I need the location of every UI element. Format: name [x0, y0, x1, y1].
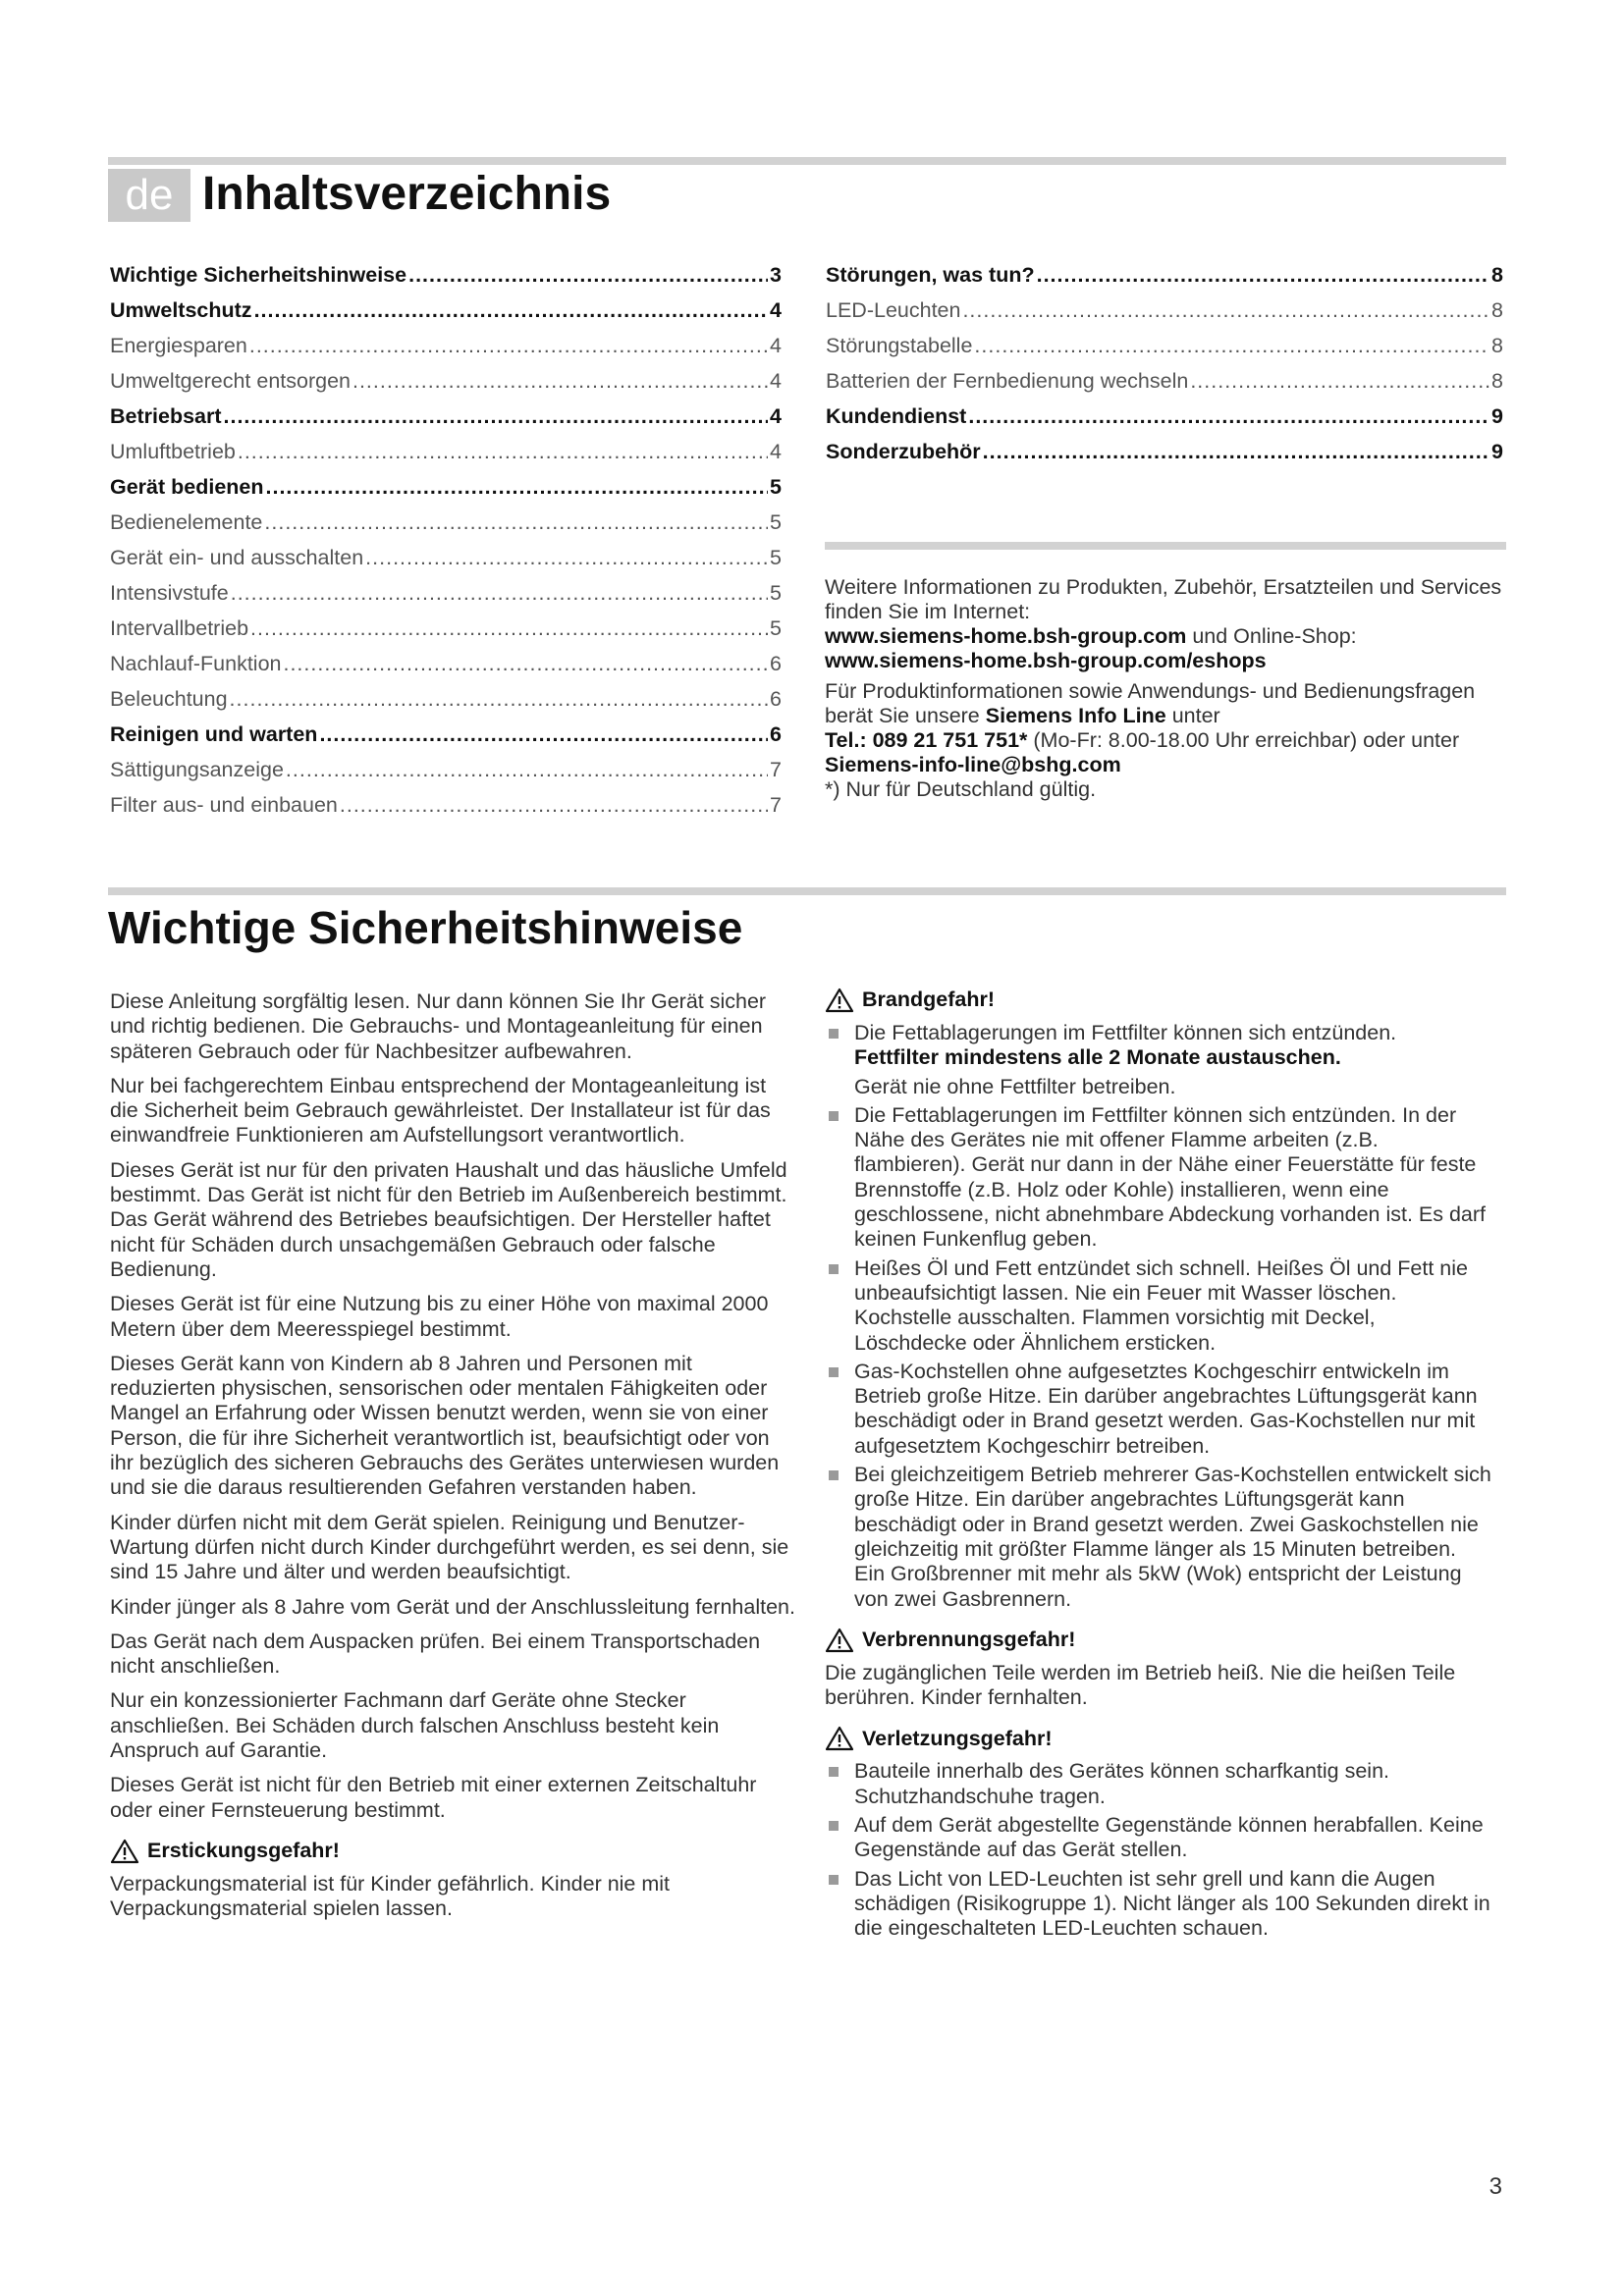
info-url1-after: und Online-Shop: — [1186, 624, 1357, 648]
toc-entry-page: 9 — [1491, 440, 1503, 463]
toc-entry-page: 4 — [770, 298, 782, 322]
burn-warning-heading — [825, 1626, 1492, 1655]
safety-paragraph: Diese Anleitung sorgfältig lesen. Nur dann können Sie Ihr Gerät sicher und richtig bedienen. Die Gebrauchs- und Montageanleitung für einen späteren Gebrauch oder für Nachbesitzer aufbewahren. — [110, 989, 767, 1063]
toc-entry-label: Intervallbetrieb — [110, 616, 249, 640]
fire-b1-after: Gerät nie ohne Fettfilter betreiben. — [854, 1074, 1176, 1098]
section-title: Wichtige Sicherheitshinweise — [108, 902, 743, 953]
toc-entry-label: Sonderzubehör — [826, 440, 981, 463]
bullet-square-icon — [829, 1875, 839, 1885]
toc-leader-dots — [1190, 363, 1489, 399]
toc-entry[interactable] — [110, 434, 782, 469]
safety-paragraph: Nur ein konzessionierter Fachmann darf Geräte ohne Stecker anschließen. Bei Schäden durch falschen Anschluss besteht kein Anspruch auf Garantie. — [110, 1688, 720, 1763]
toc-leader-dots — [408, 257, 768, 293]
fire-b1-bold: Fettfilter mindestens alle 2 Monate austauschen. — [854, 1045, 1341, 1070]
safety-right-column — [825, 986, 1492, 1946]
page-title: Inhaltsverzeichnis — [202, 168, 612, 220]
toc-entry[interactable] — [110, 257, 782, 293]
bullet-square-icon — [829, 1029, 839, 1039]
page-number: 3 — [1489, 2173, 1502, 2200]
injury-bullet-text: Das Licht von LED-Leuchten ist sehr grell und kann die Augen schädigen (Risikogruppe 1). Nicht länger als 100 Sekunden direkt in die eingeschalteten LED-Leuchten schauen. — [854, 1866, 1490, 1941]
fire-b1-text: Die Fettablagerungen im Fettfilter können sich entzünden. — [854, 1021, 1397, 1044]
fire-bullet — [825, 1463, 1492, 1612]
toc-entry-page: 3 — [770, 263, 782, 287]
toc-entry[interactable] — [110, 293, 782, 328]
safety-paragraph: Kinder jünger als 8 Jahre vom Gerät und der Anschlussleitung fernhalten. — [110, 1594, 795, 1619]
footnote: *) Nur für Deutschland gültig. — [825, 777, 1097, 801]
toc-entry-page: 5 — [770, 510, 782, 534]
toc-leader-dots — [968, 399, 1489, 434]
safety-paragraph: Dieses Gerät ist nicht für den Betrieb mit einer externen Zeitschaltuhr oder einer Fernsteuerung bestimmt. — [110, 1773, 757, 1822]
toc-leader-dots — [231, 575, 768, 611]
hotline-hours: (Mo-Fr: 8.00-18.00 Uhr erreichbar) oder unter — [1027, 728, 1460, 752]
toc-left-column — [110, 257, 782, 823]
fire-bullet — [825, 1103, 1492, 1253]
fire-bullet-text: Bei gleichzeitigem Betrieb mehrerer Gas-Kochstellen entwickelt sich große Hitze. Ein darüber angebrachtes Lüftungsgerät kann beschädigt oder in Brand gesetzt werden. Zwei Gaskochstellen nie gleichzeitig mit größter Flamme länger als 15 Minuten betreiben. Ein Großbrenner mit mehr als 5kW (Wok) entspricht der Leistung von zwei Gasbrennern. — [854, 1463, 1491, 1611]
toc-entry-page: 7 — [770, 793, 782, 817]
burn-title: Verbrennungsgefahr! — [862, 1628, 1076, 1652]
toc-entry[interactable] — [110, 469, 782, 505]
hotline-phone: Tel.: 089 21 751 751* — [825, 728, 1028, 752]
toc-entry-label: Reinigen und warten — [110, 722, 318, 746]
toc-entry[interactable] — [110, 611, 782, 646]
toc-entry-page: 8 — [1491, 369, 1503, 393]
toc-entry-label: Sättigungsanzeige — [110, 758, 284, 781]
toc-entry[interactable] — [110, 505, 782, 540]
safety-paragraph: Dieses Gerät ist nur für den privaten Haushalt und das häusliche Umfeld bestimmt. Das Gerät ist nicht für den Betrieb im Außenbereich bestimmt. Das Gerät während des Betriebes beaufsichtigen. Der Hersteller haftet nicht für Schäden durch unsachgemäßen Gebrauch oder falsche Bedienung. — [110, 1157, 787, 1281]
toc-entry-page: 5 — [770, 616, 782, 640]
bullet-square-icon — [829, 1821, 839, 1831]
bullet-square-icon — [829, 1367, 839, 1377]
fire-bullet-text: Gas-Kochstellen ohne aufgesetztes Kochgeschirr entwickeln im Betrieb große Hitze. Ein darüber angebrachtes Lüftungsgerät kann beschädigt oder in Brand gesetzt werden. Gas-Kochstellen nur mit aufgesetztem Kochgeschirr betreiben. — [854, 1359, 1478, 1458]
toc-entry[interactable] — [110, 363, 782, 399]
toc-entry-label: Umluftbetrieb — [110, 440, 236, 463]
toc-entry[interactable] — [110, 646, 782, 681]
toc-leader-dots — [266, 469, 769, 505]
toc-entry-label: Gerät bedienen — [110, 475, 264, 499]
fire-title: Brandgefahr! — [862, 988, 995, 1012]
bullet-square-icon — [829, 1111, 839, 1121]
toc-entry-page: 6 — [770, 722, 782, 746]
toc-entry-label: Nachlauf-Funktion — [110, 652, 282, 675]
toc-entry[interactable] — [826, 434, 1503, 469]
toc-right-column — [826, 257, 1503, 469]
toc-entry[interactable] — [826, 328, 1503, 363]
safety-paragraph: Nur bei fachgerechtem Einbau entsprechend der Montageanleitung ist die Sicherheit beim Gebrauch gewährleistet. Der Installateur ist für das einwandfreie Funktionieren am Aufstellungsort verantwortlich. — [110, 1073, 771, 1148]
toc-entry-page: 6 — [770, 652, 782, 675]
toc-entry-label: LED-Leuchten — [826, 298, 961, 322]
injury-warning-heading — [825, 1724, 1492, 1753]
toc-leader-dots — [983, 434, 1489, 469]
toc-leader-dots — [250, 611, 768, 646]
toc-entry[interactable] — [110, 540, 782, 575]
toc-entry[interactable] — [826, 363, 1503, 399]
toc-entry-label: Gerät ein- und ausschalten — [110, 546, 364, 569]
toc-leader-dots — [286, 752, 768, 787]
info-line2-post: unter — [1165, 704, 1220, 727]
toc-entry[interactable] — [110, 787, 782, 823]
website-link[interactable]: www.siemens-home.bsh-group.com — [825, 624, 1187, 648]
toc-entry[interactable] — [110, 717, 782, 752]
toc-entry[interactable] — [110, 399, 782, 434]
toc-entry-page: 4 — [770, 334, 782, 357]
toc-entry-label: Beleuchtung — [110, 687, 228, 711]
toc-entry-page: 8 — [1491, 263, 1503, 287]
warning-triangle-icon — [110, 1839, 139, 1864]
warning-triangle-icon — [825, 1628, 854, 1653]
toc-leader-dots — [249, 328, 768, 363]
info-block — [825, 575, 1502, 808]
injury-bullet — [825, 1867, 1492, 1942]
toc-entry-page: 5 — [770, 475, 782, 499]
bullet-square-icon — [829, 1767, 839, 1777]
toc-leader-dots — [230, 681, 768, 717]
burn-text: Die zugänglichen Teile werden im Betrieb heiß. Nie die heißen Teile berühren. Kinder fernhalten. — [825, 1660, 1456, 1710]
toc-leader-dots — [264, 505, 768, 540]
bullet-square-icon — [829, 1264, 839, 1274]
toc-entry-label: Energiesparen — [110, 334, 247, 357]
toc-entry-label: Umweltschutz — [110, 298, 252, 322]
section-rule — [108, 887, 1506, 895]
warning-triangle-icon — [825, 1726, 854, 1751]
toc-leader-dots — [962, 293, 1489, 328]
toc-entry-page: 4 — [770, 440, 782, 463]
safety-paragraph: Das Gerät nach dem Auspacken prüfen. Bei einem Transportschaden nicht anschließen. — [110, 1629, 761, 1679]
fire-bullet — [825, 1360, 1492, 1459]
suffocation-title: Erstickungsgefahr! — [147, 1839, 340, 1863]
fire-bullet-1 — [825, 1021, 1492, 1099]
toc-leader-dots — [352, 363, 768, 399]
toc-entry[interactable] — [826, 399, 1503, 434]
toc-entry-label: Batterien der Fernbedienung wechseln — [826, 369, 1189, 393]
toc-entry[interactable] — [110, 681, 782, 717]
safety-left-column — [110, 989, 797, 1932]
toc-entry-label: Störungstabelle — [826, 334, 973, 357]
toc-leader-dots — [365, 540, 768, 575]
toc-entry-page: 9 — [1491, 404, 1503, 428]
safety-paragraph: Kinder dürfen nicht mit dem Gerät spielen. Reinigung und Benutzer-Wartung dürfen nicht durch Kinder durchgeführt werden, es sei denn, sie sind 15 Jahre und älter und werden beaufsichtigt. — [110, 1510, 789, 1584]
info-line-name: Siemens Info Line — [985, 704, 1166, 727]
fire-warning-heading — [825, 986, 1492, 1015]
toc-entry[interactable] — [826, 257, 1503, 293]
toc-entry-label: Intensivstufe — [110, 581, 229, 605]
toc-entry-label: Wichtige Sicherheitshinweise — [110, 263, 407, 287]
toc-entry[interactable] — [110, 575, 782, 611]
toc-entry-page: 8 — [1491, 334, 1503, 357]
toc-entry-label: Betriebsart — [110, 404, 222, 428]
fire-bullet — [825, 1256, 1492, 1356]
toc-leader-dots — [974, 328, 1489, 363]
fire-bullet-text: Heißes Öl und Fett entzündet sich schnell. Heißes Öl und Fett nie unbeaufsichtigt lassen. Nie ein Feuer mit Wasser löschen. Kochstelle ausschalten. Flammen vorsichtig mit Deckel, Löschdecke oder Ähnlichem ersticken. — [854, 1255, 1468, 1355]
toc-entry-label: Kundendienst — [826, 404, 967, 428]
injury-bullet-text: Auf dem Gerät abgestellte Gegenstände können herabfallen. Keine Gegenstände auf das Gerät stellen. — [854, 1813, 1484, 1862]
toc-leader-dots — [1037, 257, 1489, 293]
info-rule — [825, 542, 1506, 550]
safety-paragraph: Dieses Gerät ist für eine Nutzung bis zu einer Höhe von maximal 2000 Metern über dem Meeresspiegel bestimmt. — [110, 1292, 769, 1341]
language-badge: de — [108, 169, 190, 222]
toc-entry[interactable] — [826, 293, 1503, 328]
toc-leader-dots — [319, 717, 768, 752]
toc-entry[interactable] — [110, 328, 782, 363]
toc-entry-page: 8 — [1491, 298, 1503, 322]
suffocation-text: Verpackungsmaterial ist für Kinder gefährlich. Kinder nie mit Verpackungsmaterial spielen lassen. — [110, 1871, 671, 1921]
injury-bullet — [825, 1813, 1492, 1863]
top-rule — [108, 157, 1506, 165]
toc-entry-label: Filter aus- und einbauen — [110, 793, 338, 817]
toc-leader-dots — [238, 434, 768, 469]
toc-entry-page: 5 — [770, 581, 782, 605]
toc-leader-dots — [224, 399, 769, 434]
warning-triangle-icon — [825, 988, 854, 1013]
toc-entry-label: Bedienelemente — [110, 510, 263, 534]
injury-bullet-text: Bauteile innerhalb des Gerätes können scharfkantig sein. Schutzhandschuhe tragen. — [854, 1759, 1390, 1808]
toc-entry-page: 5 — [770, 546, 782, 569]
suffocation-warning-heading — [110, 1837, 797, 1866]
toc-leader-dots — [340, 787, 768, 823]
safety-paragraph: Dieses Gerät kann von Kindern ab 8 Jahren und Personen mit reduzierten physischen, sensorischen oder mentalen Fähigkeiten oder Mangel an Erfahrung oder Wissen benutzt werden, wenn sie von einer Person, die für ihre Sicherheit verantwortlich ist, beaufsichtigt oder von ihr bezüglich des sicheren Gebrauchs des Gerätes unterwiesen wurden und sie die daraus resultierenden Gefahren verstanden haben. — [110, 1351, 780, 1500]
toc-entry-label: Störungen, was tun? — [826, 263, 1035, 287]
fire-bullet-text: Die Fettablagerungen im Fettfilter können sich entzünden. In der Nähe des Gerätes nie mit offener Flamme arbeiten (z.B. flambieren). Gerät nur dann in der Nähe einer Feuerstätte für feste Brennstoffe (z.B. Holz oder Kohle) installieren, wenn eine geschlossene, nicht abnehmbare Abdeckung vorhanden ist. Es darf keinen Funkenflug geben. — [854, 1102, 1487, 1252]
toc-entry-page: 4 — [770, 404, 782, 428]
info-line1: Weitere Informationen zu Produkten, Zubehör, Ersatzteilen und Services finden Sie im Internet: — [825, 575, 1502, 623]
toc-entry-page: 6 — [770, 687, 782, 711]
injury-title: Verletzungsgefahr! — [862, 1726, 1053, 1750]
eshop-link[interactable]: www.siemens-home.bsh-group.com/eshops — [825, 649, 1267, 672]
support-email-link[interactable]: Siemens-info-line@bshg.com — [825, 753, 1121, 776]
toc-entry-page: 7 — [770, 758, 782, 781]
toc-entry[interactable] — [110, 752, 782, 787]
toc-entry-page: 4 — [770, 369, 782, 393]
bullet-square-icon — [829, 1470, 839, 1480]
info-line2-pre: Für Produktinformationen sowie Anwendungs- und Bedienungsfragen berät Sie unsere — [825, 679, 1476, 727]
toc-leader-dots — [283, 646, 768, 681]
toc-entry-label: Umweltgerecht entsorgen — [110, 369, 351, 393]
toc-leader-dots — [254, 293, 768, 328]
injury-bullet — [825, 1759, 1492, 1809]
